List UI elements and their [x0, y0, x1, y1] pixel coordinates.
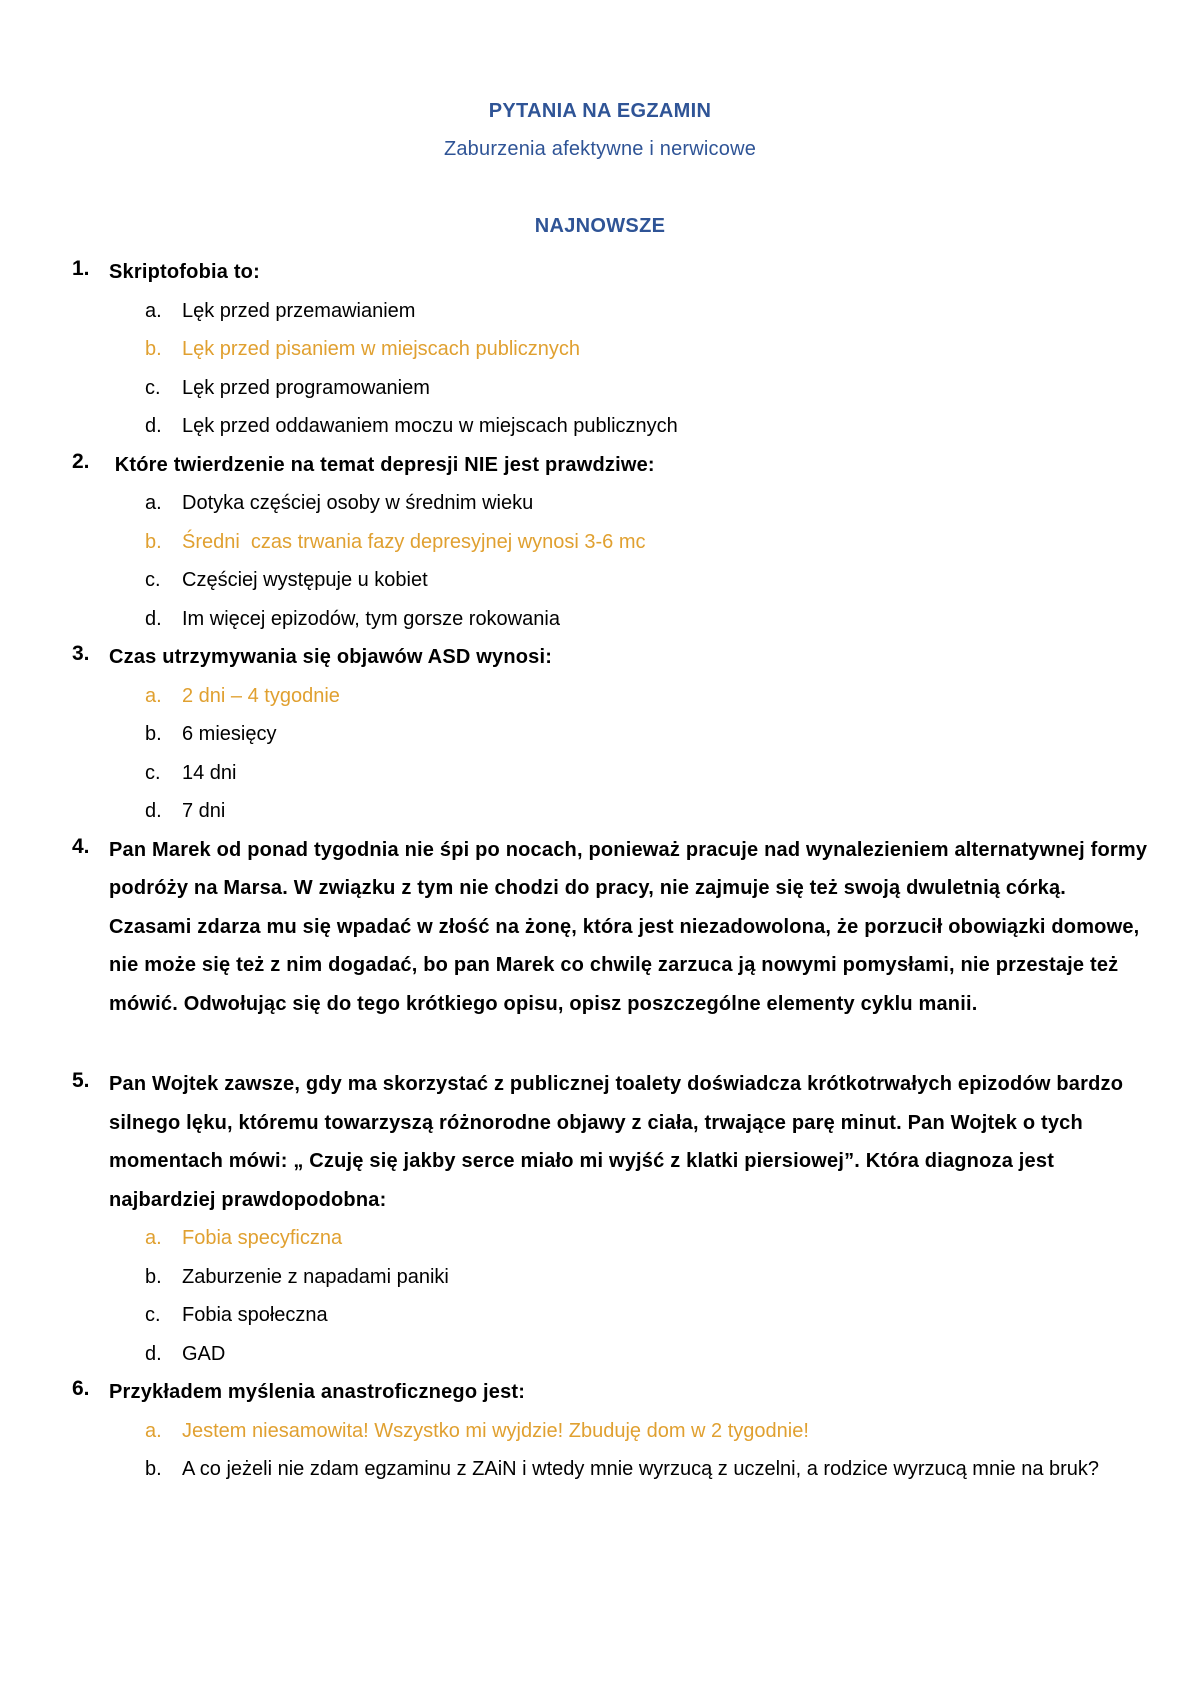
question-text: Przykładem myślenia anastroficznego jest: [109, 1381, 526, 1403]
option-text: 7 dni [182, 800, 226, 822]
option-text: Średni czas trwania fazy depresyjnej wynosi 3-6 mc [182, 530, 646, 553]
option-letter: d. [145, 800, 162, 822]
option-letter: d. [145, 415, 162, 437]
option-text: Zaburzenie z napadami paniki [182, 1265, 449, 1288]
spacer [0, 1023, 1200, 1065]
option-letter: c. [145, 569, 161, 591]
question-number: 6. [72, 1377, 90, 1400]
question-text: Które twierdzenie na temat depresji NIE jest prawdziwe: [109, 453, 655, 476]
option-letter: a. [145, 299, 162, 322]
section-heading: NAJNOWSZE [534, 215, 666, 237]
question-5 [0, 1065, 1200, 1373]
option-text: Fobia specyficzna [182, 1227, 343, 1249]
option-text: Lęk przed pisaniem w miejscach publicznych [182, 338, 580, 360]
option-letter: c. [145, 761, 161, 784]
option-letter: b. [145, 530, 162, 553]
option-letter: c. [145, 1304, 161, 1326]
answer-option [0, 600, 1200, 639]
option-letter: d. [145, 607, 162, 630]
question-text: Czas utrzymywania się objawów ASD wynosi: [109, 646, 553, 668]
option-text: Lęk przed oddawaniem moczu w miejscach publicznych [182, 415, 678, 437]
option-letter: b. [145, 338, 162, 360]
question-text: Pan Wojtek zawsze, gdy ma skorzystać z publicznej toalety doświadcza krótkotrwałych epizodów bardzo silnego lęku, któremu towarzyszą różnorodne objawy z ciała, trwające parę minut. Pan Wojtek o tych momentach mówi: „ Czuję się jakby serce miało mi wyjść z klatki piersiowej”. Która diagnoza jest najbardziej prawdopodobna: [109, 1073, 1124, 1211]
page-title: PYTANIA NA EGZAMIN [488, 100, 712, 122]
option-text: 2 dni – 4 tygodnie [182, 684, 340, 707]
option-text: Im więcej epizodów, tym gorsze rokowania [182, 607, 560, 630]
option-letter: b. [145, 723, 162, 745]
option-text: A co jeżeli nie zdam egzaminu z ZAiN i wtedy mnie wyrzucą z uczelni, a rodzice wyrzucą mnie na bruk? [182, 1458, 1100, 1480]
question-2 [0, 446, 1200, 639]
question-1 [0, 253, 1200, 446]
option-text: Jestem niesamowita! Wszystko mi wyjdzie! Zbuduję dom w 2 tygodnie! [182, 1419, 809, 1442]
answer-option-correct [0, 677, 1200, 716]
question-list [0, 253, 1200, 1489]
answer-option [0, 754, 1200, 793]
answer-option [0, 561, 1200, 600]
question-number: 3. [72, 642, 90, 665]
option-letter: a. [145, 684, 162, 707]
question-number: 4. [72, 834, 90, 858]
answer-option [0, 715, 1200, 754]
question-number: 2. [72, 449, 90, 473]
option-letter: b. [145, 1265, 162, 1288]
option-letter: c. [145, 376, 161, 399]
answer-option [0, 792, 1200, 831]
answer-option-correct [0, 330, 1200, 369]
page-subtitle: Zaburzenia afektywne i nerwicowe [443, 138, 757, 160]
option-text: Dotyka częściej osoby w średnim wieku [182, 492, 534, 514]
option-text: GAD [182, 1342, 226, 1365]
option-letter: b. [145, 1458, 162, 1480]
option-text: Fobia społeczna [182, 1304, 328, 1326]
answer-option [0, 1450, 1200, 1489]
answer-option [0, 292, 1200, 331]
option-text: Częściej występuje u kobiet [182, 569, 428, 591]
answer-option-correct [0, 1219, 1200, 1258]
answer-option [0, 369, 1200, 408]
answer-option [0, 1258, 1200, 1297]
option-letter: a. [145, 1227, 162, 1249]
option-text: Lęk przed programowaniem [182, 376, 430, 399]
answer-option [0, 484, 1200, 523]
question-4 [0, 831, 1200, 1024]
answer-option [0, 407, 1200, 446]
question-text: Pan Marek od ponad tygodnia nie śpi po nocach, ponieważ pracuje nad wynalezieniem alternatywnej formy podróży na Marsa. W związku z tym nie chodzi do pracy, nie zajmuje się też swoją dwuletnią córką. Czasami zdarza mu się wpadać w złość na żonę, która jest niezadowolona, że porzucił obowiązki domowe, nie może się też z nim dogadać, bo pan Marek co chwilę zarzuca ją nowymi pomysłami, nie przestaje też mówić. Odwołując się do tego krótkiego opisu, opisz poszczególne elementy cyklu manii. [109, 838, 1148, 1015]
option-letter: a. [145, 492, 162, 514]
option-text: Lęk przed przemawianiem [182, 299, 416, 322]
option-text: 6 miesięcy [182, 723, 277, 745]
question-number: 1. [72, 257, 90, 280]
option-letter: d. [145, 1342, 162, 1365]
answer-option [0, 1335, 1200, 1374]
question-text: Skriptofobia to: [109, 261, 260, 283]
answer-option-correct [0, 523, 1200, 562]
question-3 [0, 638, 1200, 831]
question-number: 5. [72, 1069, 90, 1092]
question-6 [0, 1373, 1200, 1489]
answer-option [0, 1296, 1200, 1335]
option-letter: a. [145, 1419, 162, 1442]
answer-option-correct [0, 1412, 1200, 1451]
option-text: 14 dni [182, 761, 237, 784]
